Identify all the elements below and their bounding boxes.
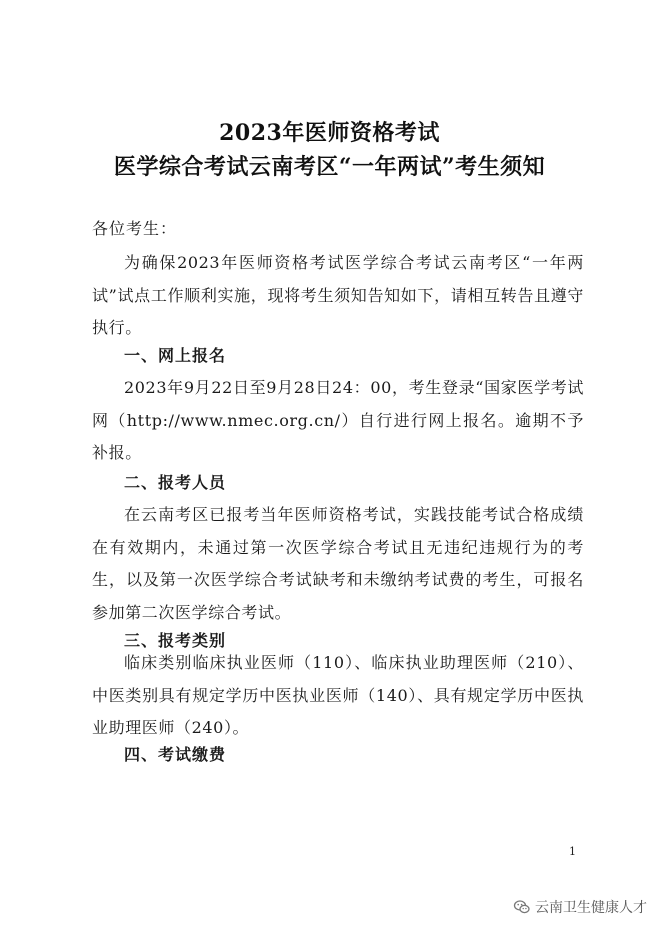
wechat-icon	[513, 898, 531, 916]
intro-paragraph: 为确保2023年医师资格考试医学综合考试云南考区“一年两试”试点工作顺利实施，现将考生须知告知如下，请相互转告且遵守执行。	[92, 253, 584, 337]
section-heading-categories: 三、报考类别	[124, 631, 227, 650]
document-title-line1: 2023年医师资格考试	[219, 120, 440, 146]
section-heading-eligibility: 二、报考人员	[124, 473, 227, 492]
document-title-line2: 医学综合考试云南考区“一年两试”考生须知	[113, 154, 546, 180]
wechat-account-name: 云南卫生健康人才	[535, 900, 647, 916]
wechat-watermark	[513, 896, 647, 918]
section-body-eligibility: 在云南考区已报考当年医师资格考试，实践技能考试合格成绩在有效期内，未通过第一次医学综合考试且无违纪违规行为的考生，以及第一次医学综合考试缺考和未缴纳考试费的考生，可报名参加第二次医学综合考试。	[92, 505, 584, 622]
salutation: 各位考生：	[92, 219, 178, 238]
page-number: 1	[569, 845, 576, 858]
section-heading-registration: 一、网上报名	[124, 346, 227, 365]
section-heading-fees: 四、考试缴费	[124, 745, 227, 764]
section-body-categories: 临床类别临床执业医师（110）、临床执业助理医师（210）、中医类别具有规定学历中医执业医师（140）、具有规定学历中医执业助理医师（240）。	[92, 653, 584, 737]
section-body-registration: 2023年9月22日至9月28日24：00，考生登录“国家医学考试网（http://www.nmec.org.cn/）自行进行网上报名。逾期不予补报。	[92, 378, 584, 462]
